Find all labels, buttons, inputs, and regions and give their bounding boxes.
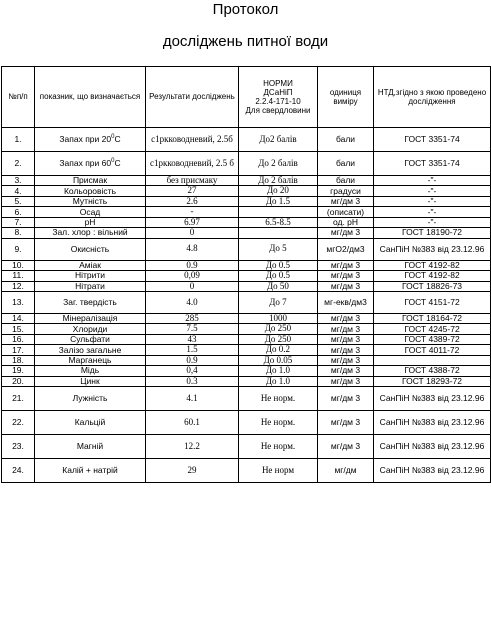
cell-unit: бали [318, 176, 374, 186]
document-subtitle: досліджень питної води [162, 33, 329, 50]
cell-norm: До 0.5 [239, 271, 318, 281]
cell-indicator: Окисність [35, 238, 146, 260]
cell-indicator: Марганець [35, 355, 146, 365]
table-row [2, 376, 491, 386]
cell-indicator: Нітрати [35, 281, 146, 291]
cell-result: 1.5 [146, 345, 239, 355]
table-row [2, 128, 491, 152]
cell-ntd: ГОСТ 18293-72 [374, 376, 491, 386]
col-header-norms [239, 67, 318, 128]
table-header-row [2, 67, 491, 128]
cell-ntd: СанПіН №383 від 23.12.96 [374, 411, 491, 435]
table-row [2, 152, 491, 176]
cell-ntd: ГОСТ 4192-82 [374, 260, 491, 270]
cell-unit: мг/дм 3 [318, 376, 374, 386]
table-row [2, 238, 491, 260]
col-header-result: Результати досліджень [146, 67, 239, 128]
table-row [2, 324, 491, 334]
cell-norm: До 1.5 [239, 196, 318, 206]
cell-unit: мгО2/дм3 [318, 238, 374, 260]
cell-indicator: Мінералізація [35, 313, 146, 323]
cell-result: 285 [146, 313, 239, 323]
cell-norm: Не норм. [239, 387, 318, 411]
cell-num: 5. [2, 196, 35, 206]
cell-ntd: СанПіН №383 від 23.12.96 [374, 387, 491, 411]
table-row [2, 366, 491, 376]
cell-indicator: Кольоровість [35, 186, 146, 196]
cell-num: 17. [2, 345, 35, 355]
cell-ntd: СанПіН №383 від 23.12.96 [374, 435, 491, 459]
cell-ntd: ГОСТ 4192-82 [374, 271, 491, 281]
cell-result: - [146, 207, 239, 217]
cell-indicator: Мідь [35, 366, 146, 376]
col-header-num: №п/п [2, 67, 35, 128]
cell-norm: До 20 [239, 186, 318, 196]
cell-num: 15. [2, 324, 35, 334]
cell-num: 18. [2, 355, 35, 365]
cell-num: 16. [2, 334, 35, 344]
norms-line-1: НОРМИ [263, 78, 293, 88]
cell-unit: мг/дм 3 [318, 334, 374, 344]
cell-norm: До 250 [239, 324, 318, 334]
table-row [2, 334, 491, 344]
col-header-ntd: НТД,згідно з якою проведено дослідження [374, 67, 491, 128]
table-row [2, 207, 491, 217]
cell-indicator: Зал. хлор : вільний [35, 228, 146, 238]
table-row [2, 435, 491, 459]
cell-indicator: Цинк [35, 376, 146, 386]
table-row [2, 459, 491, 483]
cell-unit: мг/дм 3 [318, 345, 374, 355]
cell-unit: мг/дм 3 [318, 435, 374, 459]
table-row [2, 176, 491, 186]
cell-ntd: ГОСТ 4388-72 [374, 366, 491, 376]
cell-norm: До2 балів [239, 128, 318, 152]
cell-num: 9. [2, 238, 35, 260]
cell-result: 43 [146, 334, 239, 344]
cell-ntd: -"- [374, 176, 491, 186]
indicator-text: Запах при 20 [59, 134, 112, 145]
cell-norm: 6.5-8.5 [239, 217, 318, 227]
cell-indicator: Залізо загальне [35, 345, 146, 355]
table-row [2, 186, 491, 196]
cell-norm: До 0.2 [239, 345, 318, 355]
cell-indicator: Осад [35, 207, 146, 217]
cell-result: 0,4 [146, 366, 239, 376]
cell-num: 1. [2, 128, 35, 152]
cell-ntd: -"- [374, 207, 491, 217]
cell-ntd: ГОСТ 18164-72 [374, 313, 491, 323]
norms-line-2: ДСаНіП [263, 87, 293, 97]
cell-unit: бали [318, 152, 374, 176]
cell-indicator: Лужність [35, 387, 146, 411]
cell-unit: мг/дм 3 [318, 260, 374, 270]
table-row [2, 387, 491, 411]
col-header-unit: одиниця виміру [318, 67, 374, 128]
cell-num: 21. [2, 387, 35, 411]
cell-result: 0,09 [146, 271, 239, 281]
cell-indicator: Мутність [35, 196, 146, 206]
cell-num: 20. [2, 376, 35, 386]
cell-unit: мг/дм 3 [318, 281, 374, 291]
indicator-unit-suffix: С [114, 134, 121, 145]
cell-unit: мг/дм 3 [318, 228, 374, 238]
cell-norm: До 250 [239, 334, 318, 344]
cell-result: 6.97 [146, 217, 239, 227]
cell-result: 0.9 [146, 260, 239, 270]
cell-unit: бали [318, 128, 374, 152]
cell-indicator: Аміак [35, 260, 146, 270]
cell-ntd: ГОСТ 4151-72 [374, 291, 491, 313]
cell-ntd: ГОСТ 3351-74 [374, 128, 491, 152]
cell-norm: До 7 [239, 291, 318, 313]
norms-line-4: Для свердловини [245, 106, 311, 116]
cell-indicator: Магній [35, 435, 146, 459]
cell-indicator: Нітрити [35, 271, 146, 281]
cell-result: 4.1 [146, 387, 239, 411]
cell-ntd: СанПіН №383 від 23.12.96 [374, 238, 491, 260]
cell-result: с1ркководневий, 2.5 б [146, 152, 239, 176]
cell-norm: До 2 балів [239, 152, 318, 176]
cell-result: 0 [146, 228, 239, 238]
cell-norm: Не норм [239, 459, 318, 483]
cell-indicator: Кальцій [35, 411, 146, 435]
cell-result: 0.9 [146, 355, 239, 365]
cell-num: 7. [2, 217, 35, 227]
cell-unit: мг/дм 3 [318, 324, 374, 334]
cell-result: 12.2 [146, 435, 239, 459]
cell-result: с1ркководневий, 2.5б [146, 128, 239, 152]
cell-result: 0 [146, 281, 239, 291]
cell-norm: До 0.5 [239, 260, 318, 270]
document-title: Протокол [212, 1, 279, 18]
cell-unit: мг/дм 3 [318, 313, 374, 323]
cell-unit: од. рН [318, 217, 374, 227]
norms-line-3: 2.2.4-171-10 [255, 97, 301, 106]
cell-result: 7.5 [146, 324, 239, 334]
cell-num: 10. [2, 260, 35, 270]
cell-ntd: -"- [374, 196, 491, 206]
cell-ntd: ГОСТ 3351-74 [374, 152, 491, 176]
cell-num: 19. [2, 366, 35, 376]
cell-num: 4. [2, 186, 35, 196]
cell-result: 27 [146, 186, 239, 196]
cell-unit: мг/дм 3 [318, 271, 374, 281]
cell-norm: До 1.0 [239, 376, 318, 386]
cell-ntd [374, 355, 491, 365]
table-row [2, 228, 491, 238]
table-row [2, 281, 491, 291]
cell-indicator: Присмак [35, 176, 146, 186]
table-row [2, 345, 491, 355]
cell-num: 23. [2, 435, 35, 459]
cell-norm [239, 228, 318, 238]
cell-num: 22. [2, 411, 35, 435]
cell-indicator [35, 128, 146, 152]
cell-unit: мг/дм 3 [318, 366, 374, 376]
cell-ntd: -"- [374, 217, 491, 227]
cell-result: 2.6 [146, 196, 239, 206]
cell-result: 4.0 [146, 291, 239, 313]
cell-ntd: СанПіН №383 від 23.12.96 [374, 459, 491, 483]
cell-ntd: ГОСТ 18190-72 [374, 228, 491, 238]
cell-unit: мг/дм [318, 459, 374, 483]
table-row [2, 355, 491, 365]
table-row [2, 260, 491, 270]
cell-result: 60.1 [146, 411, 239, 435]
degree-superscript: 0 [111, 158, 115, 165]
cell-indicator [35, 152, 146, 176]
table-row [2, 217, 491, 227]
cell-norm: 1000 [239, 313, 318, 323]
cell-ntd: -"- [374, 186, 491, 196]
cell-unit: мг/дм 3 [318, 355, 374, 365]
cell-num: 3. [2, 176, 35, 186]
cell-indicator: pH [35, 217, 146, 227]
cell-num: 24. [2, 459, 35, 483]
cell-result: 29 [146, 459, 239, 483]
cell-ntd: ГОСТ 4245-72 [374, 324, 491, 334]
cell-unit: мг/дм 3 [318, 387, 374, 411]
results-table [1, 66, 491, 483]
cell-unit: мг/дм 3 [318, 411, 374, 435]
cell-num: 2. [2, 152, 35, 176]
cell-norm [239, 207, 318, 217]
cell-result: 4.8 [146, 238, 239, 260]
cell-num: 11. [2, 271, 35, 281]
cell-ntd: ГОСТ 18826-73 [374, 281, 491, 291]
table-row [2, 271, 491, 281]
cell-norm: До 1.0 [239, 366, 318, 376]
cell-indicator: Заг. твердість [35, 291, 146, 313]
table-row [2, 291, 491, 313]
cell-ntd: ГОСТ 4011-72 [374, 345, 491, 355]
cell-indicator: Сульфати [35, 334, 146, 344]
table-row [2, 411, 491, 435]
cell-result: 0.3 [146, 376, 239, 386]
indicator-unit-suffix: С [114, 158, 121, 169]
cell-num: 14. [2, 313, 35, 323]
cell-ntd: ГОСТ 4389-72 [374, 334, 491, 344]
degree-superscript: 0 [111, 134, 115, 141]
cell-unit: мг-екв/дм3 [318, 291, 374, 313]
cell-norm: Не норм. [239, 435, 318, 459]
cell-norm: До 50 [239, 281, 318, 291]
cell-result: без присмаку [146, 176, 239, 186]
cell-norm: До 5 [239, 238, 318, 260]
cell-num: 12. [2, 281, 35, 291]
cell-norm: До 0.05 [239, 355, 318, 365]
cell-num: 13. [2, 291, 35, 313]
cell-norm: До 2 балів [239, 176, 318, 186]
cell-indicator: Калій + натрій [35, 459, 146, 483]
cell-unit: мг/дм 3 [318, 196, 374, 206]
table-row [2, 313, 491, 323]
indicator-text: Запах при 60 [59, 158, 112, 169]
cell-norm: Не норм. [239, 411, 318, 435]
cell-unit: градуси [318, 186, 374, 196]
cell-num: 6. [2, 207, 35, 217]
cell-unit: (описати) [318, 207, 374, 217]
table-row [2, 196, 491, 206]
col-header-indicator: показник, що визначається [35, 67, 146, 128]
cell-num: 8. [2, 228, 35, 238]
cell-indicator: Хлориди [35, 324, 146, 334]
